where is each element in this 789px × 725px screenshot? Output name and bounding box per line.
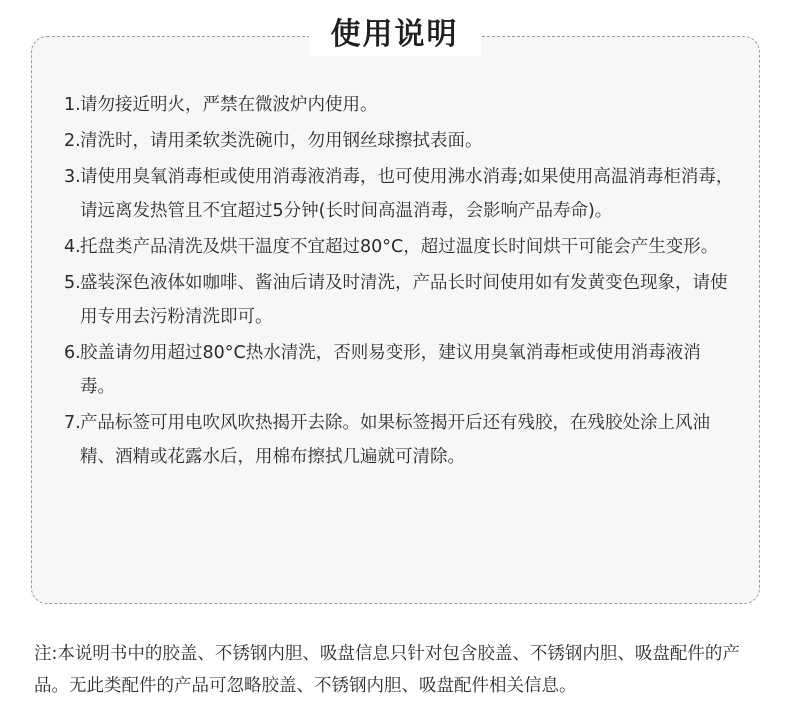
page-title: 使用说明 xyxy=(309,14,481,56)
item-number: 5. xyxy=(64,273,81,293)
item-text: 请使用臭氧消毒柜或使用消毒液消毒，也可使用沸水消毒;如果使用高温消毒柜消毒，请远离发热管且不宜超过5分钟(长时间高温消毒，会影响产品寿命)。 xyxy=(80,167,734,221)
item-text: 盛装深色液体如咖啡、酱油后请及时清洗，产品长时间使用如有发黄变色现象，请使用专用去污粉清洗即可。 xyxy=(80,273,728,327)
item-number: 6. xyxy=(64,343,81,363)
instruction-item xyxy=(64,124,734,158)
item-text: 请勿接近明火，严禁在微波炉内使用。 xyxy=(80,95,378,115)
item-number: 4. xyxy=(64,237,81,257)
item-number: 1. xyxy=(64,95,81,115)
instruction-item xyxy=(64,406,734,474)
instruction-item xyxy=(64,88,734,122)
item-text: 清洗时，请用柔软类洗碗巾，勿用钢丝球擦拭表面。 xyxy=(80,131,483,151)
item-text: 产品标签可用电吹风吹热揭开去除。如果标签揭开后还有残胶，在残胶处涂上风油精、酒精或花露水后，用棉布擦拭几遍就可清除。 xyxy=(80,413,710,467)
item-number: 3. xyxy=(64,167,81,187)
footnote: 注:本说明书中的胶盖、不锈钢内胆、吸盘信息只针对包含胶盖、不锈钢内胆、吸盘配件的产品。无此类配件的产品可忽略胶盖、不锈钢内胆、吸盘配件相关信息。 xyxy=(34,644,740,696)
item-number: 2. xyxy=(64,131,81,151)
item-text: 胶盖请勿用超过80°C热水清洗，否则易变形，建议用臭氧消毒柜或使用消毒液消毒。 xyxy=(80,343,701,397)
instruction-item xyxy=(64,230,734,264)
instruction-item xyxy=(64,336,734,404)
item-number: 7. xyxy=(64,413,81,433)
instructions-list xyxy=(64,88,734,476)
item-text: 托盘类产品清洗及烘干温度不宜超过80°C，超过温度长时间烘干可能会产生变形。 xyxy=(80,237,719,257)
instruction-item xyxy=(64,160,734,228)
instruction-item xyxy=(64,266,734,334)
